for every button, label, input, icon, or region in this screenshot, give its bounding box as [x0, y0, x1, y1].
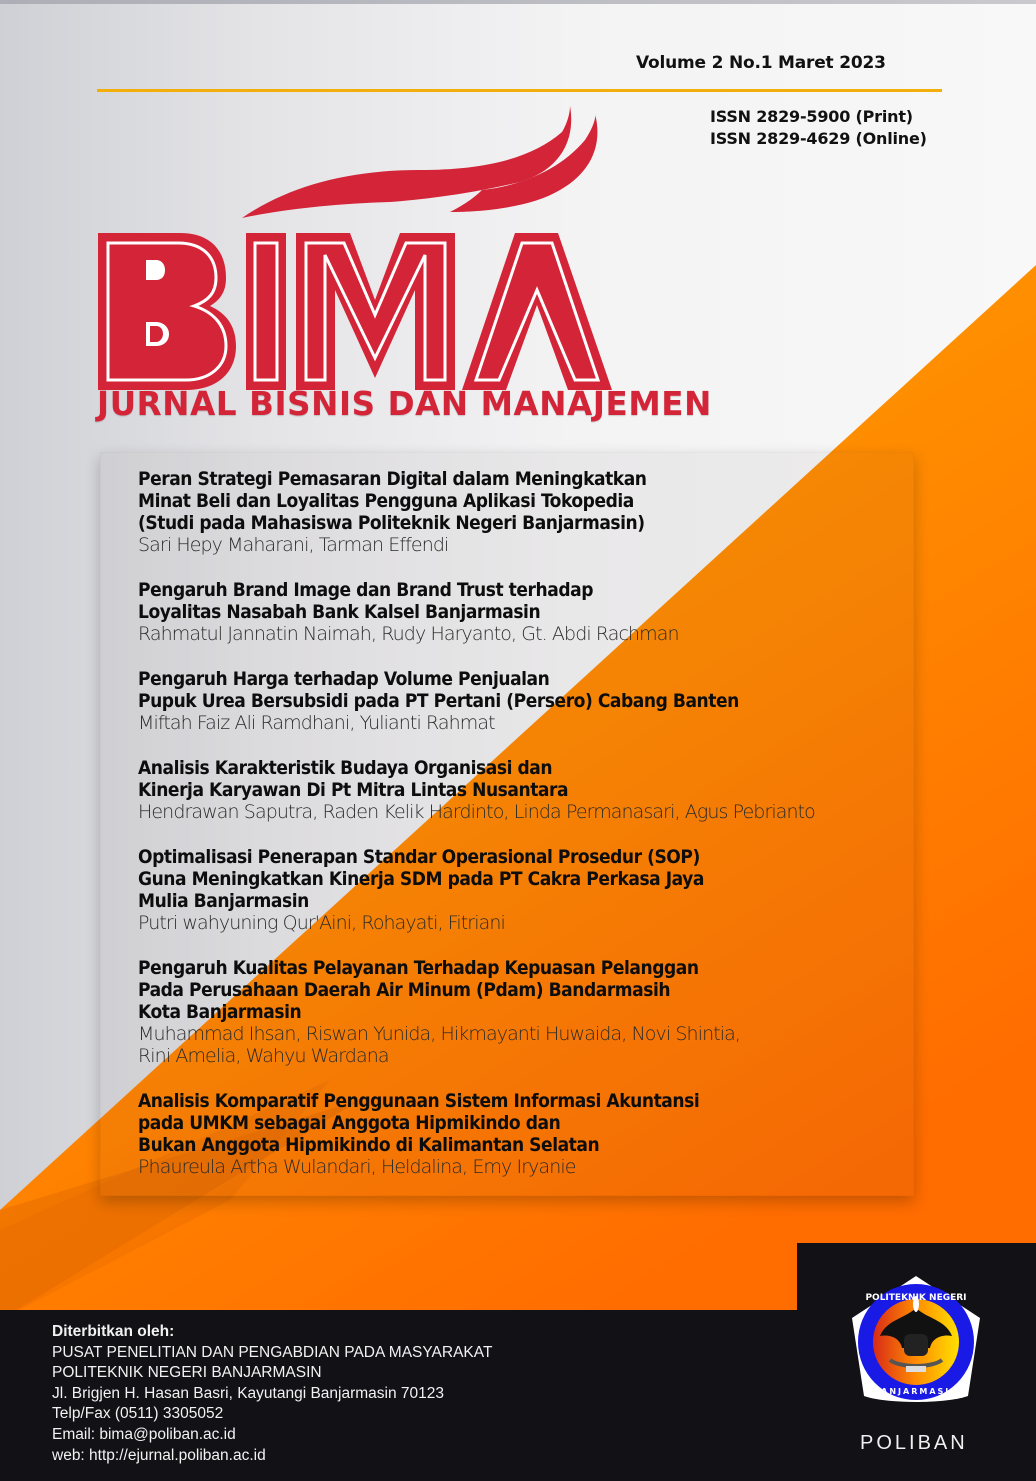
article-authors: Hendrawan Saputra, Raden Kelik Hardinto, Linda Permanasari, Agus Pebrianto — [138, 801, 815, 823]
publisher-institution: POLITEKNIK NEGERI BANJARMASIN — [52, 1364, 322, 1382]
svg-text:BANJARMASIN: BANJARMASIN — [873, 1387, 959, 1396]
article-authors: Rahmatul Jannatin Naimah, Rudy Haryanto, Gt. Abdi Rachman — [138, 623, 679, 645]
article-item[interactable] — [138, 1090, 908, 1178]
issn-online: ISSN 2829-4629 (Online) — [710, 129, 927, 148]
article-title: Analisis Komparatif Penggunaan Sistem Informasi Akuntansi pada UMKM sebagai Anggota Hipmikindo dan Bukan Anggota Hipmikindo di Kalimantan Selatan — [138, 1090, 700, 1156]
article-title: Pengaruh Harga terhadap Volume Penjualan Pupuk Urea Bersubsidi pada PT Pertani (Persero) Cabang Banten — [138, 668, 739, 712]
article-authors: Muhammad Ihsan, Riswan Yunida, Hikmayanti Huwaida, Novi Shintia, Rini Amelia, Wahyu Wardana — [138, 1023, 741, 1067]
publisher-phone: Telp/Fax (0511) 3305052 — [52, 1405, 224, 1423]
issn-print: ISSN 2829-5900 (Print) — [710, 107, 913, 126]
article-authors: Phaureula Artha Wulandari, Heldalina, Emy Iryanie — [138, 1156, 576, 1178]
article-item[interactable] — [138, 846, 908, 934]
poliban-emblem-icon — [846, 1274, 986, 1409]
article-title: Optimalisasi Penerapan Standar Operasional Prosedur (SOP) Guna Meningkatkan Kinerja SDM pada PT Cakra Perkasa Jaya Mulia Banjarmasin — [138, 846, 704, 912]
article-title: Analisis Karakteristik Budaya Organisasi dan Kinerja Karyawan Di Pt Mitra Lintas Nusantara — [138, 757, 569, 801]
article-authors: Miftah Faiz Ali Ramdhani, Yulianti Rahmat — [138, 712, 495, 734]
article-list — [138, 468, 908, 1201]
article-item[interactable] — [138, 668, 908, 734]
article-title: Pengaruh Brand Image dan Brand Trust terhadap Loyalitas Nasabah Bank Kalsel Banjarmasin — [138, 579, 593, 623]
poliban-caption: POLIBAN — [860, 1432, 968, 1454]
article-item[interactable] — [138, 468, 908, 556]
article-title: Pengaruh Kualitas Pelayanan Terhadap Kepuasan Pelanggan Pada Perusahaan Daerah Air Minum (Pdam) Bandarmasih Kota Banjarmasin — [138, 957, 699, 1023]
journal-subtitle: JURNAL BISNIS DAN MANAJEMEN — [97, 385, 712, 423]
article-item[interactable] — [138, 579, 908, 645]
article-title: Peran Strategi Pemasaran Digital dalam Meningkatkan Minat Beli dan Loyalitas Pengguna Aplikasi Tokopedia (Studi pada Mahasiswa Politeknik Negeri Banjarmasin) — [138, 468, 647, 534]
publisher-label: Diterbitkan oleh: — [52, 1323, 175, 1340]
publisher-info — [52, 1322, 492, 1466]
article-authors: Putri wahyuning Qur'Aini, Rohayati, Fitriani — [138, 912, 505, 934]
article-item[interactable] — [138, 957, 908, 1067]
article-authors: Sari Hepy Maharani, Tarman Effendi — [138, 534, 449, 556]
issn-block — [710, 106, 927, 150]
publisher-email[interactable]: Email: bima@poliban.ac.id — [52, 1425, 236, 1443]
publisher-address: Jl. Brigjen H. Hasan Basri, Kayutangi Banjarmasin 70123 — [52, 1384, 445, 1402]
volume-issue: Volume 2 No.1 Maret 2023 — [636, 53, 886, 73]
bima-logo-icon — [90, 100, 630, 390]
publisher-org: PUSAT PENELITIAN DAN PENGABDIAN PADA MASYARAKAT — [52, 1343, 493, 1361]
svg-text:POLITEKNIK NEGERI: POLITEKNIK NEGERI — [865, 1293, 967, 1303]
header-rule — [97, 89, 942, 92]
publisher-web[interactable]: web: http://ejurnal.poliban.ac.id — [52, 1446, 266, 1464]
article-item[interactable] — [138, 757, 908, 823]
